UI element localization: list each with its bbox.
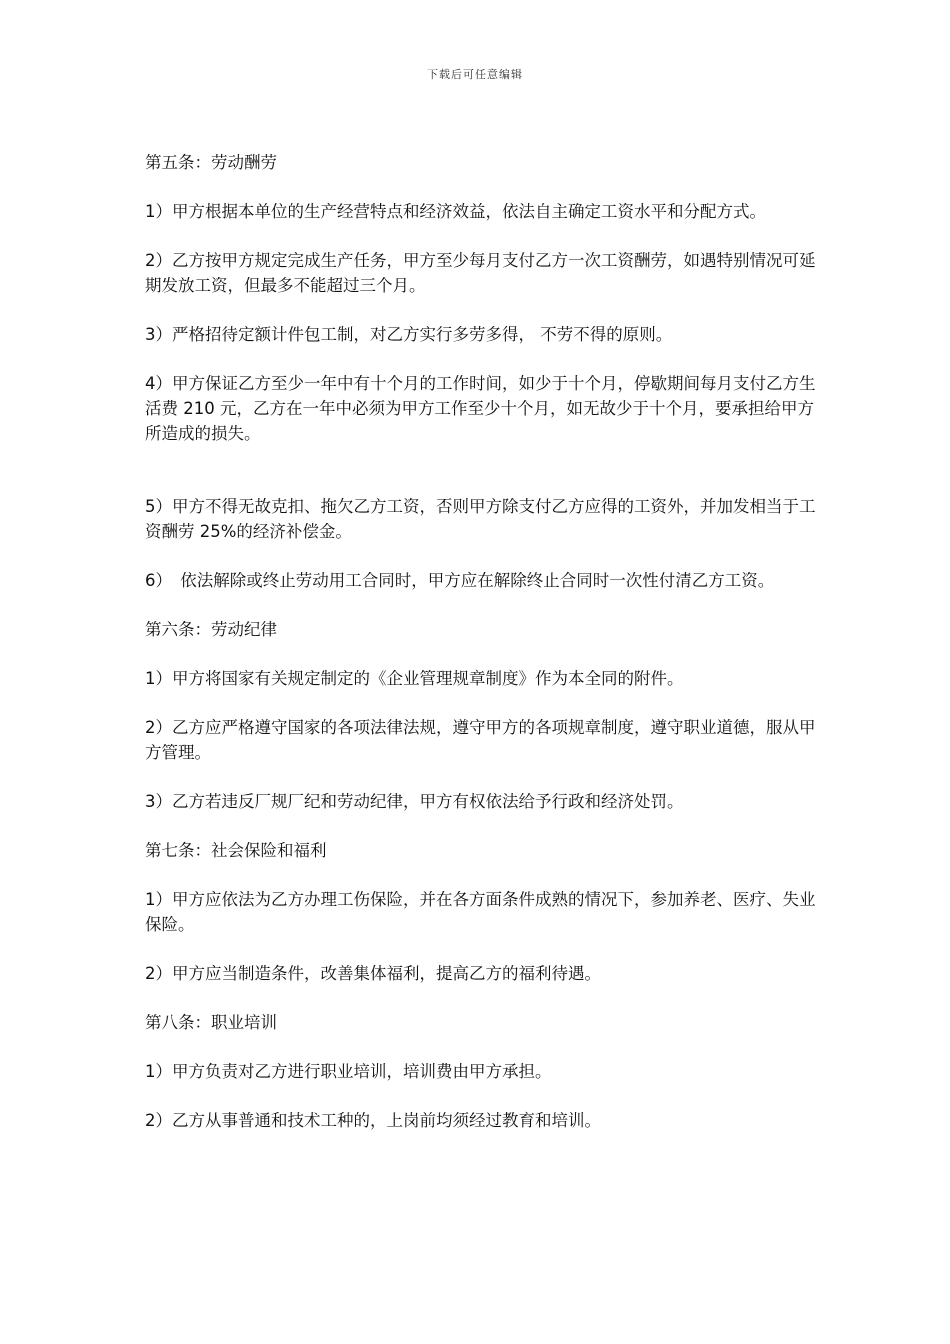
- clause-6-1: 1）甲方将国家有关规定制定的《企业管理规章制度》作为本全同的附件。: [145, 669, 684, 688]
- clause-5-3: 3）严格招待定额计件包工制，对乙方实行多劳多得， 不劳不得的原则。: [145, 325, 673, 344]
- clause-5-6: 6） 依法解除或终止劳动用工合同时，甲方应在解除终止合同时一次性付清乙方工资。: [145, 571, 775, 590]
- section-heading-5: 第五条：劳动酬劳: [145, 153, 277, 172]
- section-heading-7: 第七条：社会保险和福利: [145, 841, 327, 860]
- clause-7-1: 1）甲方应依法为乙方办理工伤保险，并在各方面条件成熟的情况下，参加养老、医疗、失业保险。: [145, 890, 816, 934]
- clause-7-2: 2）甲方应当制造条件，改善集体福利，提高乙方的福利待遇。: [145, 964, 601, 983]
- document-body: [145, 150, 817, 1157]
- clause-8-1: 1）甲方负责对乙方进行职业培训，培训费由甲方承担。: [145, 1062, 552, 1081]
- clause-8-2: 2）乙方从事普通和技术工种的，上岗前均须经过教育和培训。: [145, 1111, 601, 1130]
- clause-5-4: 4）甲方保证乙方至少一年中有十个月的工作时间，如少于十个月，停歇期间每月支付乙方生活费 210 元，乙方在一年中必须为甲方工作至少十个月，如无故少于十个月，要承担给甲方所造成的损失。: [145, 374, 816, 443]
- clause-6-3: 3）乙方若违反厂规厂纪和劳动纪律，甲方有权依法给予行政和经济处罚。: [145, 792, 684, 811]
- section-heading-6: 第六条：劳动纪律: [145, 620, 277, 639]
- header-note: 下载后可任意编辑: [427, 68, 523, 81]
- section-heading-8: 第八条：职业培训: [145, 1013, 277, 1032]
- clause-5-1: 1）甲方根据本单位的生产经营特点和经济效益，依法自主确定工资水平和分配方式。: [145, 202, 766, 221]
- clause-5-2: 2）乙方按甲方规定完成生产任务，甲方至少每月支付乙方一次工资酬劳，如遇特别情况可延期发放工资，但最多不能超过三个月。: [145, 251, 816, 295]
- clause-5-5: 5）甲方不得无故克扣、拖欠乙方工资，否则甲方除支付乙方应得的工资外，并加发相当于工资酬劳 25%的经济补偿金。: [145, 497, 816, 541]
- clause-6-2: 2）乙方应严格遵守国家的各项法律法规，遵守甲方的各项规章制度，遵守职业道德，服从甲方管理。: [145, 718, 816, 762]
